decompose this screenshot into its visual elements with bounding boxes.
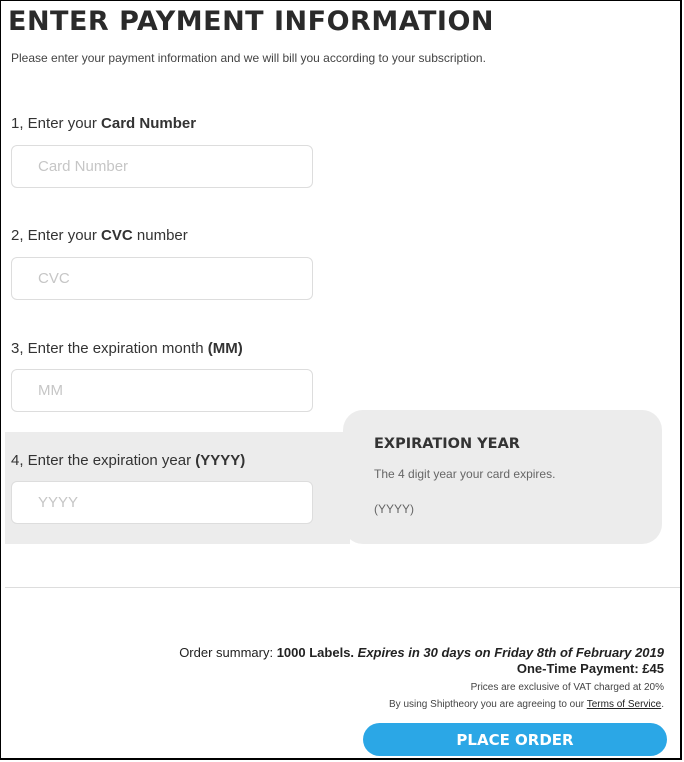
divider bbox=[5, 587, 680, 588]
card-number-input[interactable] bbox=[11, 145, 313, 188]
expiration-month-input[interactable] bbox=[11, 369, 313, 412]
page-intro: Please enter your payment information and we will bill you according to your subscription. bbox=[11, 51, 486, 65]
terms-notice: By using Shiptheory you are agreeing to our Terms of Service. bbox=[389, 699, 664, 710]
expiration-year-label: 4, Enter the expiration year (YYYY) bbox=[11, 452, 246, 469]
cvc-input[interactable] bbox=[11, 257, 313, 300]
expiration-year-input[interactable] bbox=[11, 481, 313, 524]
page-title: ENTER PAYMENT INFORMATION bbox=[8, 6, 495, 37]
payment-amount: One-Time Payment: £45 bbox=[516, 661, 664, 676]
terms-of-service-link[interactable]: Terms of Service bbox=[586, 699, 662, 710]
help-title: EXPIRATION YEAR bbox=[374, 436, 520, 452]
help-description: The 4 digit year your card expires. bbox=[374, 467, 556, 481]
help-format: (YYYY) bbox=[374, 502, 415, 516]
cvc-label: 2, Enter your CVC number bbox=[11, 227, 188, 244]
card-number-label: 1, Enter your Card Number bbox=[11, 115, 197, 132]
vat-note: Prices are exclusive of VAT charged at 20% bbox=[470, 682, 664, 693]
order-summary: Order summary: 1000 Labels. Expires in 30 days on Friday 8th of February 2019 bbox=[179, 645, 664, 660]
expiration-month-label: 3, Enter the expiration month (MM) bbox=[11, 340, 243, 357]
expiration-year-help-panel bbox=[343, 410, 662, 544]
place-order-button[interactable]: PLACE ORDER bbox=[363, 723, 667, 756]
